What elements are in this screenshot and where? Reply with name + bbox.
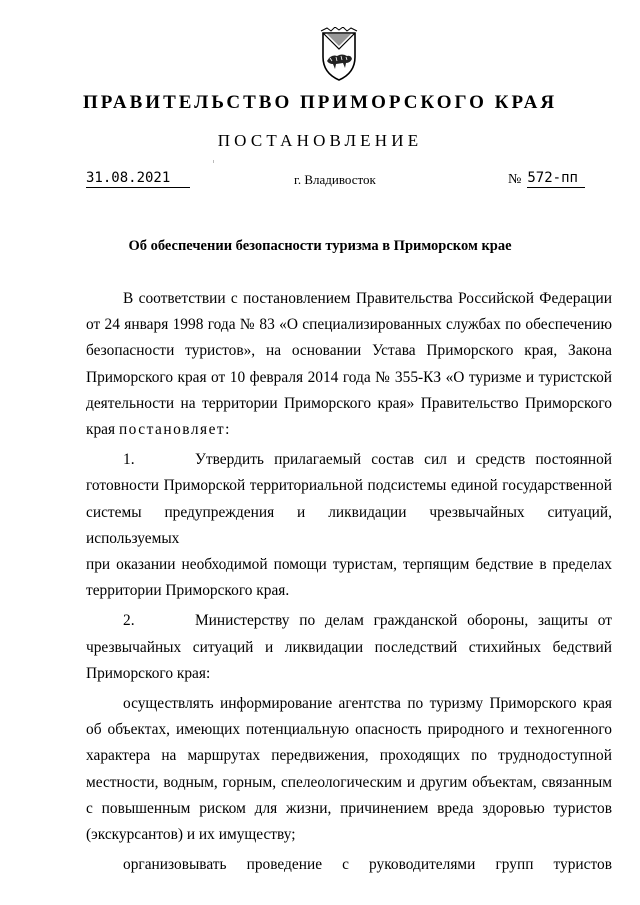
body-line: местности, водным, горным, спелеологическим и другим объектам, связанным	[86, 773, 612, 791]
body-line: Приморского края от 10 февраля 2014 года № 355-КЗ «О туризме и туристской	[86, 368, 612, 386]
body-line	[86, 447, 612, 473]
document-heading: Об обеспечении безопасности туризма в Приморском крае	[128, 238, 512, 254]
body-line	[86, 608, 612, 634]
body-line: готовности Приморской территориальной подсистемы единой государственной	[86, 477, 612, 495]
scan-mark	[213, 160, 214, 163]
body-text: Министерству по делам гражданской обороны, защиты от	[195, 612, 612, 630]
item-number: 1.	[123, 451, 135, 469]
document-number	[508, 170, 585, 188]
body-text: Утвердить прилагаемый состав сил и средств постоянной	[195, 451, 612, 469]
document-city: г. Владивосток	[294, 172, 376, 187]
body-line: системы предупреждения и ликвидации чрезвычайных ситуаций, используемых	[86, 503, 612, 547]
body-line: (экскурсантов) и их имуществу;	[86, 826, 296, 844]
body-line: от 24 января 1998 года № 83 «О специализированных службах по обеспечению	[86, 316, 612, 334]
body-line: деятельности на территории Приморского края» Правительство Приморского	[86, 394, 612, 412]
document-type: ПОСТАНОВЛЕНИЕ	[217, 131, 423, 150]
body-line: безопасности туристов», на основании Устава Приморского края, Закона	[86, 342, 612, 360]
body-line: организовывать проведение с руководителями групп туристов	[123, 856, 612, 874]
body-line: с повышенным риском для жизни, причинением вреда здоровью туристов	[86, 799, 612, 817]
body-line: осуществлять информирование агентства по туризму Приморского края	[123, 695, 612, 713]
document-body	[86, 286, 612, 878]
body-line: характера на маршрутах передвижения, проходящих по труднодоступной	[86, 747, 612, 765]
resolution-word: постановляет:	[118, 421, 231, 439]
number-value: 572-пп	[527, 170, 585, 188]
government-title: ПРАВИТЕЛЬСТВО ПРИМОРСКОГО КРАЯ	[82, 92, 558, 113]
body-line: Приморского края:	[86, 664, 211, 682]
coat-of-arms-icon	[317, 27, 361, 83]
body-line: территории Приморского края.	[86, 582, 290, 600]
body-line: чрезвычайных ситуаций и ликвидации последствий стихийных бедствий	[86, 638, 612, 656]
item-number: 2.	[123, 612, 135, 630]
body-text: края	[86, 421, 119, 439]
body-line: при оказании необходимой помощи туристам, терпящим бедствие в пределах	[86, 556, 612, 574]
number-sign: №	[508, 172, 522, 187]
document-date: 31.08.2021	[86, 170, 190, 188]
body-line: В соответствии с постановлением Правительства Российской Федерации	[123, 290, 612, 307]
body-line: об объектах, имеющих потенциальную опасность природного и техногенного	[86, 721, 612, 739]
body-line	[86, 417, 612, 443]
